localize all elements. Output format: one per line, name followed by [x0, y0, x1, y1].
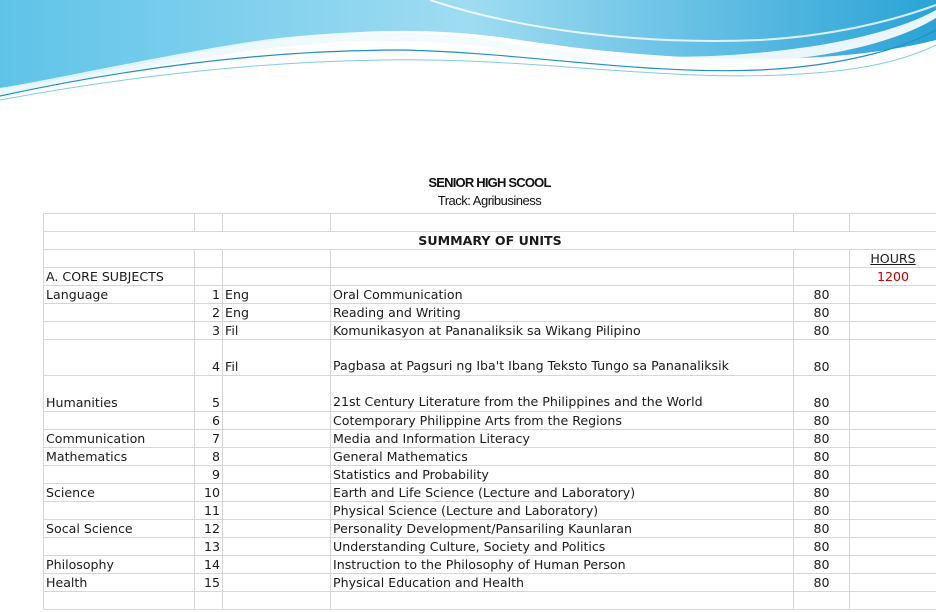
- subject-title: Media and Information Literacy: [331, 430, 794, 448]
- hours-extra-cell: [850, 322, 936, 340]
- subject-code: Fil: [223, 340, 331, 376]
- subject-number: 11: [195, 502, 223, 520]
- subject-code: [223, 448, 331, 466]
- hours-header-row: [44, 250, 936, 268]
- spacer-row: [44, 592, 936, 610]
- hours-extra-cell: [850, 286, 936, 304]
- subject-title: Physical Education and Health: [331, 574, 794, 592]
- subject-area: [44, 412, 195, 430]
- table-row: [44, 502, 936, 520]
- subject-area: [44, 340, 195, 376]
- title-block: [43, 173, 936, 213]
- subject-number: 1: [195, 286, 223, 304]
- subject-hours: 80: [794, 340, 850, 376]
- subject-title: Reading and Writing: [331, 304, 794, 322]
- subject-title: Earth and Life Science (Lecture and Laboratory): [331, 484, 794, 502]
- subject-number: 3: [195, 322, 223, 340]
- subject-number: 4: [195, 340, 223, 376]
- subject-code: [223, 484, 331, 502]
- hours-extra-cell: [850, 520, 936, 538]
- table-row: [44, 304, 936, 322]
- subject-hours: 80: [794, 538, 850, 556]
- subject-number: 14: [195, 556, 223, 574]
- track-subtitle: Track: Agribusiness: [437, 193, 542, 208]
- units-sheet: [43, 173, 936, 610]
- subject-hours: 80: [794, 502, 850, 520]
- units-table: [43, 213, 936, 610]
- table-row: [44, 574, 936, 592]
- subject-number: 15: [195, 574, 223, 592]
- subject-number: 2: [195, 304, 223, 322]
- summary-title-row: [44, 232, 936, 250]
- subject-area: [44, 322, 195, 340]
- subject-code: [223, 520, 331, 538]
- subject-area: Socal Science: [44, 520, 195, 538]
- subject-title: Oral Communication: [331, 286, 794, 304]
- subject-title: Cotemporary Philippine Arts from the Regions: [331, 412, 794, 430]
- subject-title: Pagbasa at Pagsuri ng Iba't Ibang Teksto Tungo sa Pananaliksik: [331, 340, 794, 376]
- subject-title: 21st Century Literature from the Philippines and the World: [331, 376, 794, 412]
- subject-hours: 80: [794, 520, 850, 538]
- subject-code: [223, 538, 331, 556]
- hours-extra-cell: [850, 448, 936, 466]
- table-row: [44, 286, 936, 304]
- subject-area: Philosophy: [44, 556, 195, 574]
- hours-extra-cell: [850, 412, 936, 430]
- table-row: [44, 484, 936, 502]
- school-title: SENIOR HIGH SCOOL: [428, 175, 551, 190]
- subject-area: [44, 466, 195, 484]
- subject-hours: 80: [794, 448, 850, 466]
- table-row: [44, 538, 936, 556]
- subject-code: Eng: [223, 286, 331, 304]
- hours-extra-cell: [850, 376, 936, 412]
- hours-extra-cell: [850, 574, 936, 592]
- subject-area: [44, 538, 195, 556]
- table-row: [44, 466, 936, 484]
- subject-number: 5: [195, 376, 223, 412]
- subject-number: 12: [195, 520, 223, 538]
- subject-title: Statistics and Probability: [331, 466, 794, 484]
- hours-extra-cell: [850, 430, 936, 448]
- table-row: [44, 322, 936, 340]
- hours-extra-cell: [850, 538, 936, 556]
- subject-number: 10: [195, 484, 223, 502]
- core-subjects-row: [44, 268, 936, 286]
- table-row: [44, 556, 936, 574]
- table-row: [44, 376, 936, 412]
- subject-title: Understanding Culture, Society and Politics: [331, 538, 794, 556]
- subject-hours: 80: [794, 412, 850, 430]
- subject-code: [223, 412, 331, 430]
- subject-hours: 80: [794, 430, 850, 448]
- subject-hours: 80: [794, 466, 850, 484]
- subject-title: Personality Development/Pansariling Kaunlaran: [331, 520, 794, 538]
- wave-banner: [0, 0, 936, 130]
- subject-area: Communication: [44, 430, 195, 448]
- subject-code: [223, 466, 331, 484]
- subject-number: 8: [195, 448, 223, 466]
- table-row: [44, 520, 936, 538]
- table-row: [44, 340, 936, 376]
- subject-hours: 80: [794, 376, 850, 412]
- subject-area: Humanities: [44, 376, 195, 412]
- subject-hours: 80: [794, 556, 850, 574]
- subject-hours: 80: [794, 322, 850, 340]
- subject-title: Komunikasyon at Pananaliksik sa Wikang Pilipino: [331, 322, 794, 340]
- subject-hours: 80: [794, 304, 850, 322]
- subject-area: [44, 502, 195, 520]
- subject-code: [223, 556, 331, 574]
- subject-title: General Mathematics: [331, 448, 794, 466]
- subject-hours: 80: [794, 574, 850, 592]
- subject-hours: 80: [794, 286, 850, 304]
- hours-extra-cell: [850, 484, 936, 502]
- summary-title: SUMMARY OF UNITS: [44, 232, 936, 250]
- subject-code: Eng: [223, 304, 331, 322]
- subject-code: [223, 430, 331, 448]
- hours-extra-cell: [850, 340, 936, 376]
- subject-number: 13: [195, 538, 223, 556]
- subject-number: 6: [195, 412, 223, 430]
- subject-area: Health: [44, 574, 195, 592]
- subject-area: Language: [44, 286, 195, 304]
- subject-number: 7: [195, 430, 223, 448]
- hours-extra-cell: [850, 304, 936, 322]
- subject-area: Mathematics: [44, 448, 195, 466]
- subject-area: [44, 304, 195, 322]
- table-row: [44, 412, 936, 430]
- subject-number: 9: [195, 466, 223, 484]
- subject-code: [223, 376, 331, 412]
- hours-extra-cell: [850, 556, 936, 574]
- table-row: [44, 430, 936, 448]
- hours-extra-cell: [850, 466, 936, 484]
- subject-code: [223, 502, 331, 520]
- core-total-hours: 1200: [850, 268, 936, 286]
- subject-title: Instruction to the Philosophy of Human Person: [331, 556, 794, 574]
- table-row: [44, 448, 936, 466]
- subject-area: Science: [44, 484, 195, 502]
- subject-code: Fil: [223, 322, 331, 340]
- core-subjects-label: A. CORE SUBJECTS: [44, 268, 195, 286]
- subject-hours: 80: [794, 484, 850, 502]
- subject-code: [223, 574, 331, 592]
- subject-title: Physical Science (Lecture and Laboratory): [331, 502, 794, 520]
- hours-header: HOURS: [850, 250, 936, 268]
- spacer-row: [44, 214, 936, 232]
- hours-extra-cell: [850, 502, 936, 520]
